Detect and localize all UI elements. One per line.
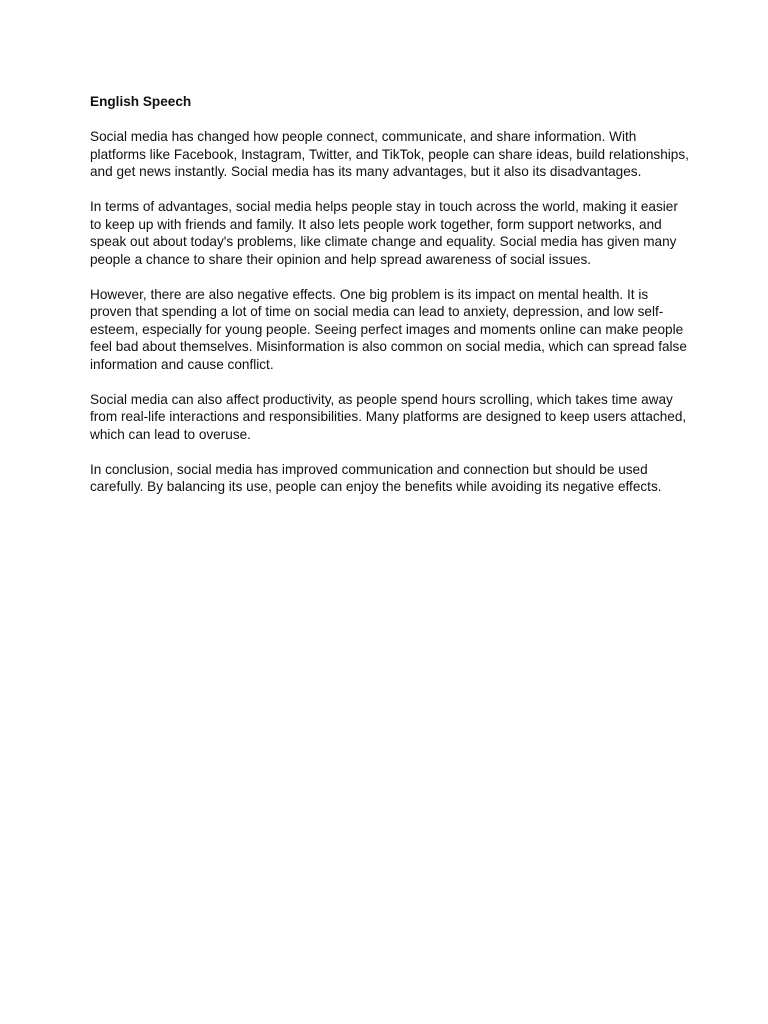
paragraph-conclusion: In conclusion, social media has improved communication and connection but should be used carefully. By balancing its use, people can enjoy the benefits while avoiding its negative effects.	[90, 461, 662, 494]
paragraph-negative-effects: However, there are also negative effects. One big problem is its impact on mental health. It is proven that spending a lot of time on social media can lead to anxiety, depression, and low self-esteem, especially for young people. Seeing perfect images and moments online can make people feel bad about themselves. Misinformation is also common on social media, which can spread false information and cause conflict.	[90, 286, 687, 372]
paragraph-introduction: Social media has changed how people connect, communicate, and share information. With platforms like Facebook, Instagram, Twitter, and TikTok, people can share ideas, build relationships, and get news instantly. Social media has its many advantages, but it also its disadvantages.	[90, 129, 689, 179]
paragraph-productivity: Social media can also affect productivity, as people spend hours scrolling, which takes time away from real-life interactions and responsibilities. Many platforms are designed to keep users attached, which can lead to overuse.	[90, 391, 687, 442]
document-title: English Speech	[90, 94, 192, 109]
document-body	[90, 93, 690, 513]
paragraph-advantages: In terms of advantages, social media helps people stay in touch across the world, making it easier to keep up with friends and family. It also lets people work together, form support networks, and speak out about today's problems, like climate change and equality. Social media has given many people a chance to share their opinion and help spread awareness of social issues.	[90, 199, 678, 267]
